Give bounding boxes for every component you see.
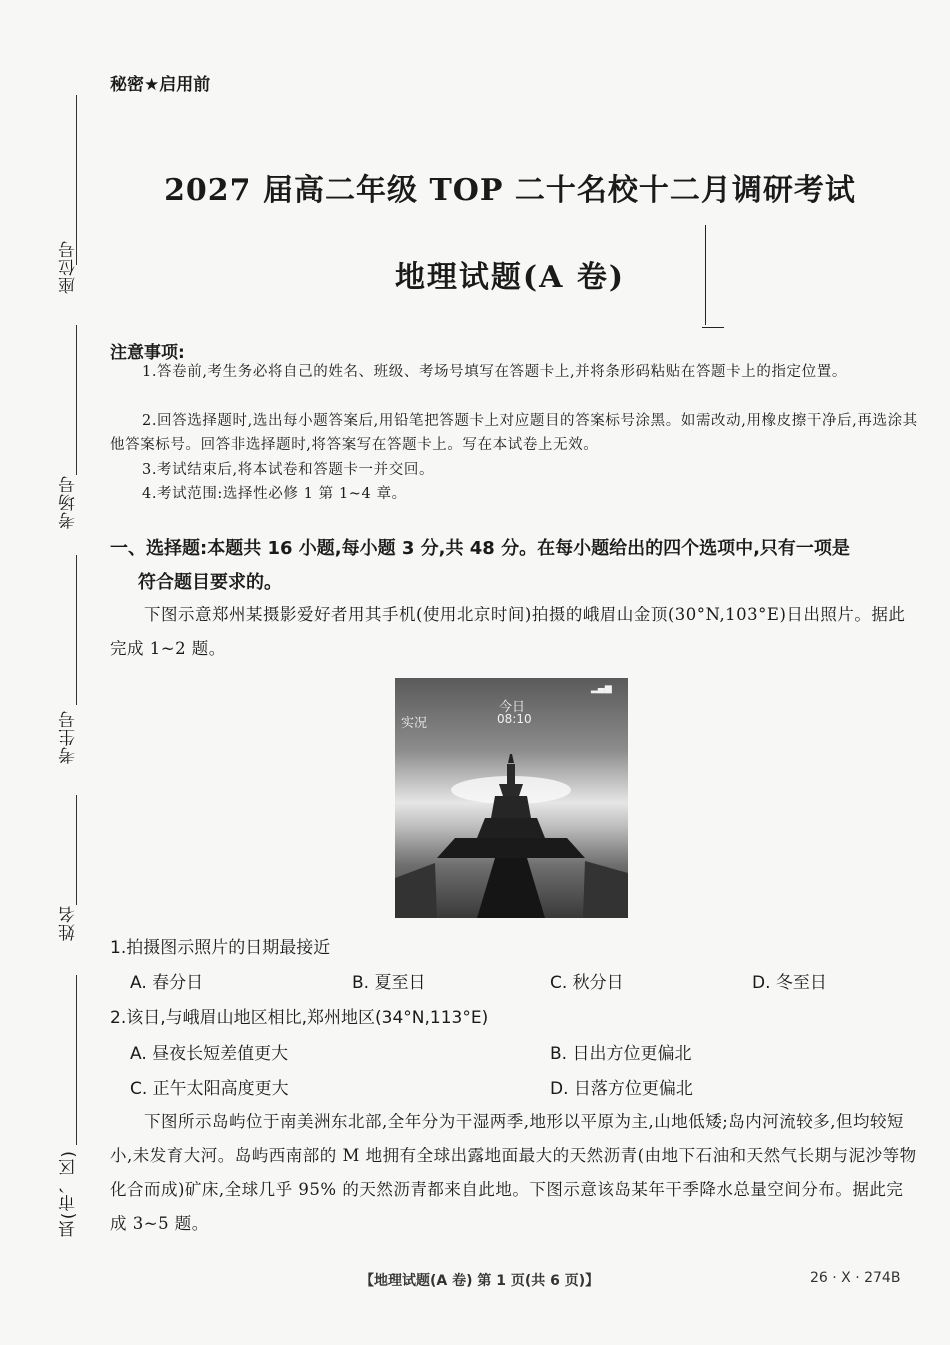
margin-line bbox=[76, 325, 77, 475]
confidential-mark: 秘密★启用前 bbox=[110, 75, 211, 95]
notice-item: 2.回答选择题时,选出每小题答案后,用铅笔把答题卡上对应题目的答案标号涂黑。如需改动,用橡皮擦干净后,再选涂其他答案标号。回答非选择题时,将答案写在答题卡上。写在本试卷上无效。 bbox=[110, 413, 918, 453]
option-a: A. 昼夜长短差值更大 bbox=[130, 1044, 289, 1064]
exam-code: 26 · X · 274B bbox=[810, 1270, 901, 1286]
exam-subtitle: 地理试题(A 卷) bbox=[394, 260, 626, 295]
notice-heading: 注意事项: bbox=[110, 343, 185, 363]
seat-number-label: 座位号 bbox=[59, 240, 79, 294]
pen-mark bbox=[705, 225, 706, 325]
photo-live-label: 实况 bbox=[401, 716, 428, 731]
page-footer: 【地理试题(A 卷) 第 1 页(共 6 页)】 bbox=[360, 1273, 600, 1289]
margin-line bbox=[76, 555, 77, 705]
question-stem: 1.拍摄图示照片的日期最接近 bbox=[110, 938, 331, 958]
margin-line bbox=[76, 975, 77, 1145]
emei-sunrise-photo bbox=[395, 678, 628, 918]
exam-room-label: 考场号 bbox=[59, 475, 79, 529]
candidate-number-label: 考生号 bbox=[59, 710, 79, 764]
option-b: B. 日出方位更偏北 bbox=[550, 1044, 692, 1064]
option-d: D. 冬至日 bbox=[752, 973, 827, 993]
signal-icon: ▂▄▆ bbox=[591, 684, 612, 694]
temple-silhouette bbox=[395, 678, 628, 918]
county-label: 县(市、区) bbox=[59, 1150, 79, 1238]
exam-title: 2027 届高二年级 TOP 二十名校十二月调研考试 bbox=[164, 173, 856, 208]
option-c: C. 秋分日 bbox=[550, 973, 624, 993]
photo-day-label: 今日 bbox=[499, 700, 526, 715]
notice-item: 4.考试范围:选择性必修 1 第 1~4 章。 bbox=[142, 486, 407, 502]
question-stem: 2.该日,与峨眉山地区相比,郑州地区(34°N,113°E) bbox=[110, 1008, 489, 1028]
option-a: A. 春分日 bbox=[130, 973, 204, 993]
name-label: 姓名 bbox=[59, 905, 79, 941]
pen-mark bbox=[702, 327, 724, 328]
option-b: B. 夏至日 bbox=[352, 973, 426, 993]
margin-line bbox=[76, 795, 77, 905]
intro-paragraph: 下图所示岛屿位于南美洲东北部,全年分为干湿两季,地形以平原为主,山地低矮;岛内河流较多,但均较短小,未发育大河。岛屿西南部的 M 地拥有全球出露地面最大的天然沥青(由地下石油和天然气长期与泥沙等物化合而成)矿床,全球几乎 95% 的天然沥青都来自此地。下图示意该岛某年干季降水总量空间分布。据此完成 3~5 题。 bbox=[110, 1112, 917, 1233]
section-heading: 一、选择题:本题共 16 小题,每小题 3 分,共 48 分。在每小题给出的四个选项中,只有一项是 符合题目要求的。 bbox=[110, 538, 850, 593]
photo-time-label: 08:10 bbox=[497, 712, 532, 726]
option-c: C. 正午太阳高度更大 bbox=[130, 1079, 289, 1099]
notice-item: 3.考试结束后,将本试卷和答题卡一并交回。 bbox=[142, 462, 435, 478]
intro-paragraph: 下图示意郑州某摄影爱好者用其手机(使用北京时间)拍摄的峨眉山金顶(30°N,103°E)日出照片。据此完成 1~2 题。 bbox=[110, 605, 906, 658]
option-d: D. 日落方位更偏北 bbox=[550, 1079, 693, 1099]
notice-item: 1.答卷前,考生务必将自己的姓名、班级、考场号填写在答题卡上,并将条形码粘贴在答题卡上的指定位置。 bbox=[142, 364, 847, 380]
